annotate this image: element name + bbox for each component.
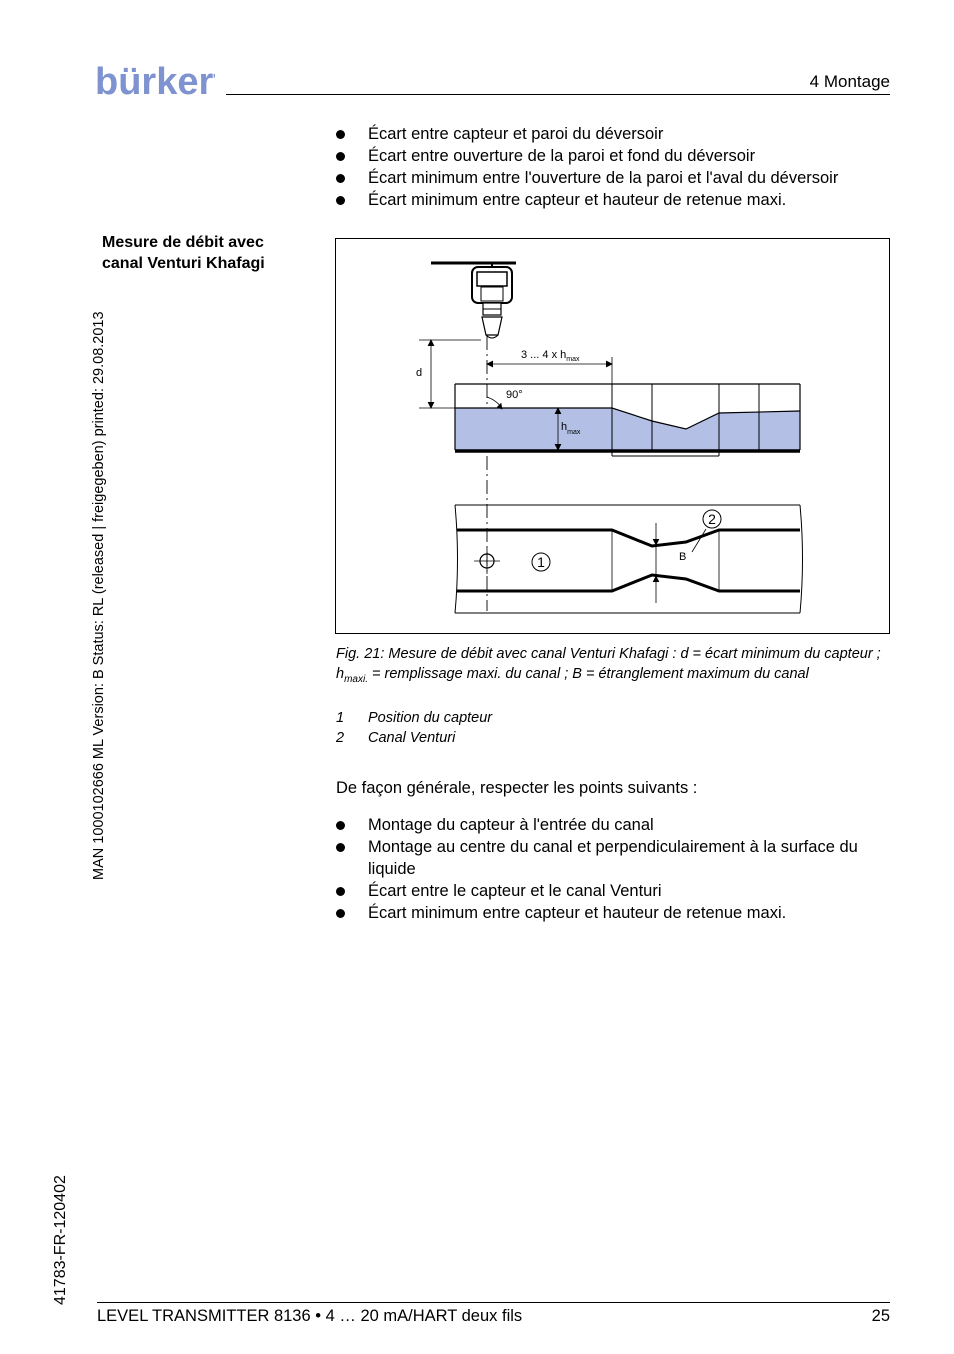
footer-rule <box>97 1302 890 1303</box>
bullet-icon <box>336 821 345 830</box>
label-d: d <box>416 367 423 379</box>
legend-number: 2 <box>336 729 345 746</box>
header-rule <box>226 94 890 95</box>
list-item-text: Écart minimum entre l'ouverture de la paroi et l'aval du déversoir <box>368 169 839 187</box>
list-item-text: Écart minimum entre capteur et hauteur de retenue maxi. <box>368 904 787 922</box>
list-item-text: Montage au centre du canal et perpendiculairement à la surface du liquide <box>368 838 858 878</box>
callout-2-label: 2 <box>708 511 716 527</box>
plan-view <box>455 505 803 613</box>
list-item <box>336 189 896 211</box>
logo-text: bürkert <box>95 62 215 98</box>
bullet-icon <box>336 843 345 852</box>
label-h: $h_{max}$ <box>561 421 581 436</box>
bullet-icon <box>336 887 345 896</box>
sensor-body <box>481 287 503 301</box>
list-item-text: Montage du capteur à l'entrée du canal <box>368 816 654 834</box>
list-item <box>336 902 896 924</box>
list-item-text: Écart minimum entre capteur et hauteur de retenue maxi. <box>368 191 787 209</box>
caption-subscript: maxi. <box>344 673 368 685</box>
figure-venturi-diagram <box>335 238 890 634</box>
bullet-icon <box>336 909 345 918</box>
section-title: Mesure de débit avec canal Venturi Khafagi <box>102 234 265 272</box>
caption-text-1: Fig. 21: Mesure de débit avec canal Venturi Khafagi : d = écart minimum du capteur ; h <box>336 646 881 682</box>
caption-text-2: = remplissage maxi. du canal ; B = étranglement maximum du canal <box>367 665 809 682</box>
list-item <box>336 145 896 167</box>
header-section: 4 Montage <box>809 72 890 91</box>
list-item <box>336 880 896 902</box>
figure-legend <box>336 709 492 748</box>
label-b: B <box>679 551 687 563</box>
water-fill <box>455 408 800 450</box>
callout-1-label: 1 <box>537 554 545 570</box>
label-angle: 90° <box>506 389 523 401</box>
footer-title: LEVEL TRANSMITTER 8136 • 4 … 20 mA/HART deux fils <box>97 1307 523 1325</box>
legend-text: Position du capteur <box>368 710 493 726</box>
plan-inner-top <box>457 530 800 546</box>
figure-caption <box>336 645 891 689</box>
legend-number: 1 <box>336 710 345 726</box>
label-distance: 3 ... 4 x $h_{max}$ <box>521 349 580 363</box>
burkert-logo <box>95 62 215 103</box>
sensor-antenna <box>482 317 502 335</box>
list-item-text: Écart entre capteur et paroi du déversoir <box>368 125 664 143</box>
list-item <box>336 814 896 836</box>
bullet-icon <box>336 152 345 161</box>
legend-row <box>336 729 492 749</box>
list-item-text: Écart entre le capteur et le canal Venturi <box>368 882 662 900</box>
page-number: 25 <box>871 1307 890 1325</box>
legend-row <box>336 709 492 729</box>
bottom-bullet-list <box>336 814 896 924</box>
list-item <box>336 836 896 880</box>
list-item <box>336 123 896 145</box>
bullet-icon <box>336 130 345 139</box>
sensor-cap <box>477 272 507 286</box>
side-version-line: MAN 1000102666 ML Version: B Status: RL (released | freigegeben) printed: 29.08.2013 <box>91 311 107 880</box>
bullet-icon <box>336 174 345 183</box>
list-item <box>336 167 896 189</box>
plan-inner-bottom <box>457 575 800 591</box>
list-item-text: Écart entre ouverture de la paroi et fond du déversoir <box>368 147 756 165</box>
venturi-diagram <box>336 239 889 633</box>
legend-text: Canal Venturi <box>368 729 456 746</box>
bullet-icon <box>336 196 345 205</box>
side-doc-number: 41783-FR-120402 <box>52 1175 69 1305</box>
intro-paragraph: De façon générale, respecter les points suivants : <box>336 779 698 797</box>
top-bullet-list <box>336 123 896 211</box>
